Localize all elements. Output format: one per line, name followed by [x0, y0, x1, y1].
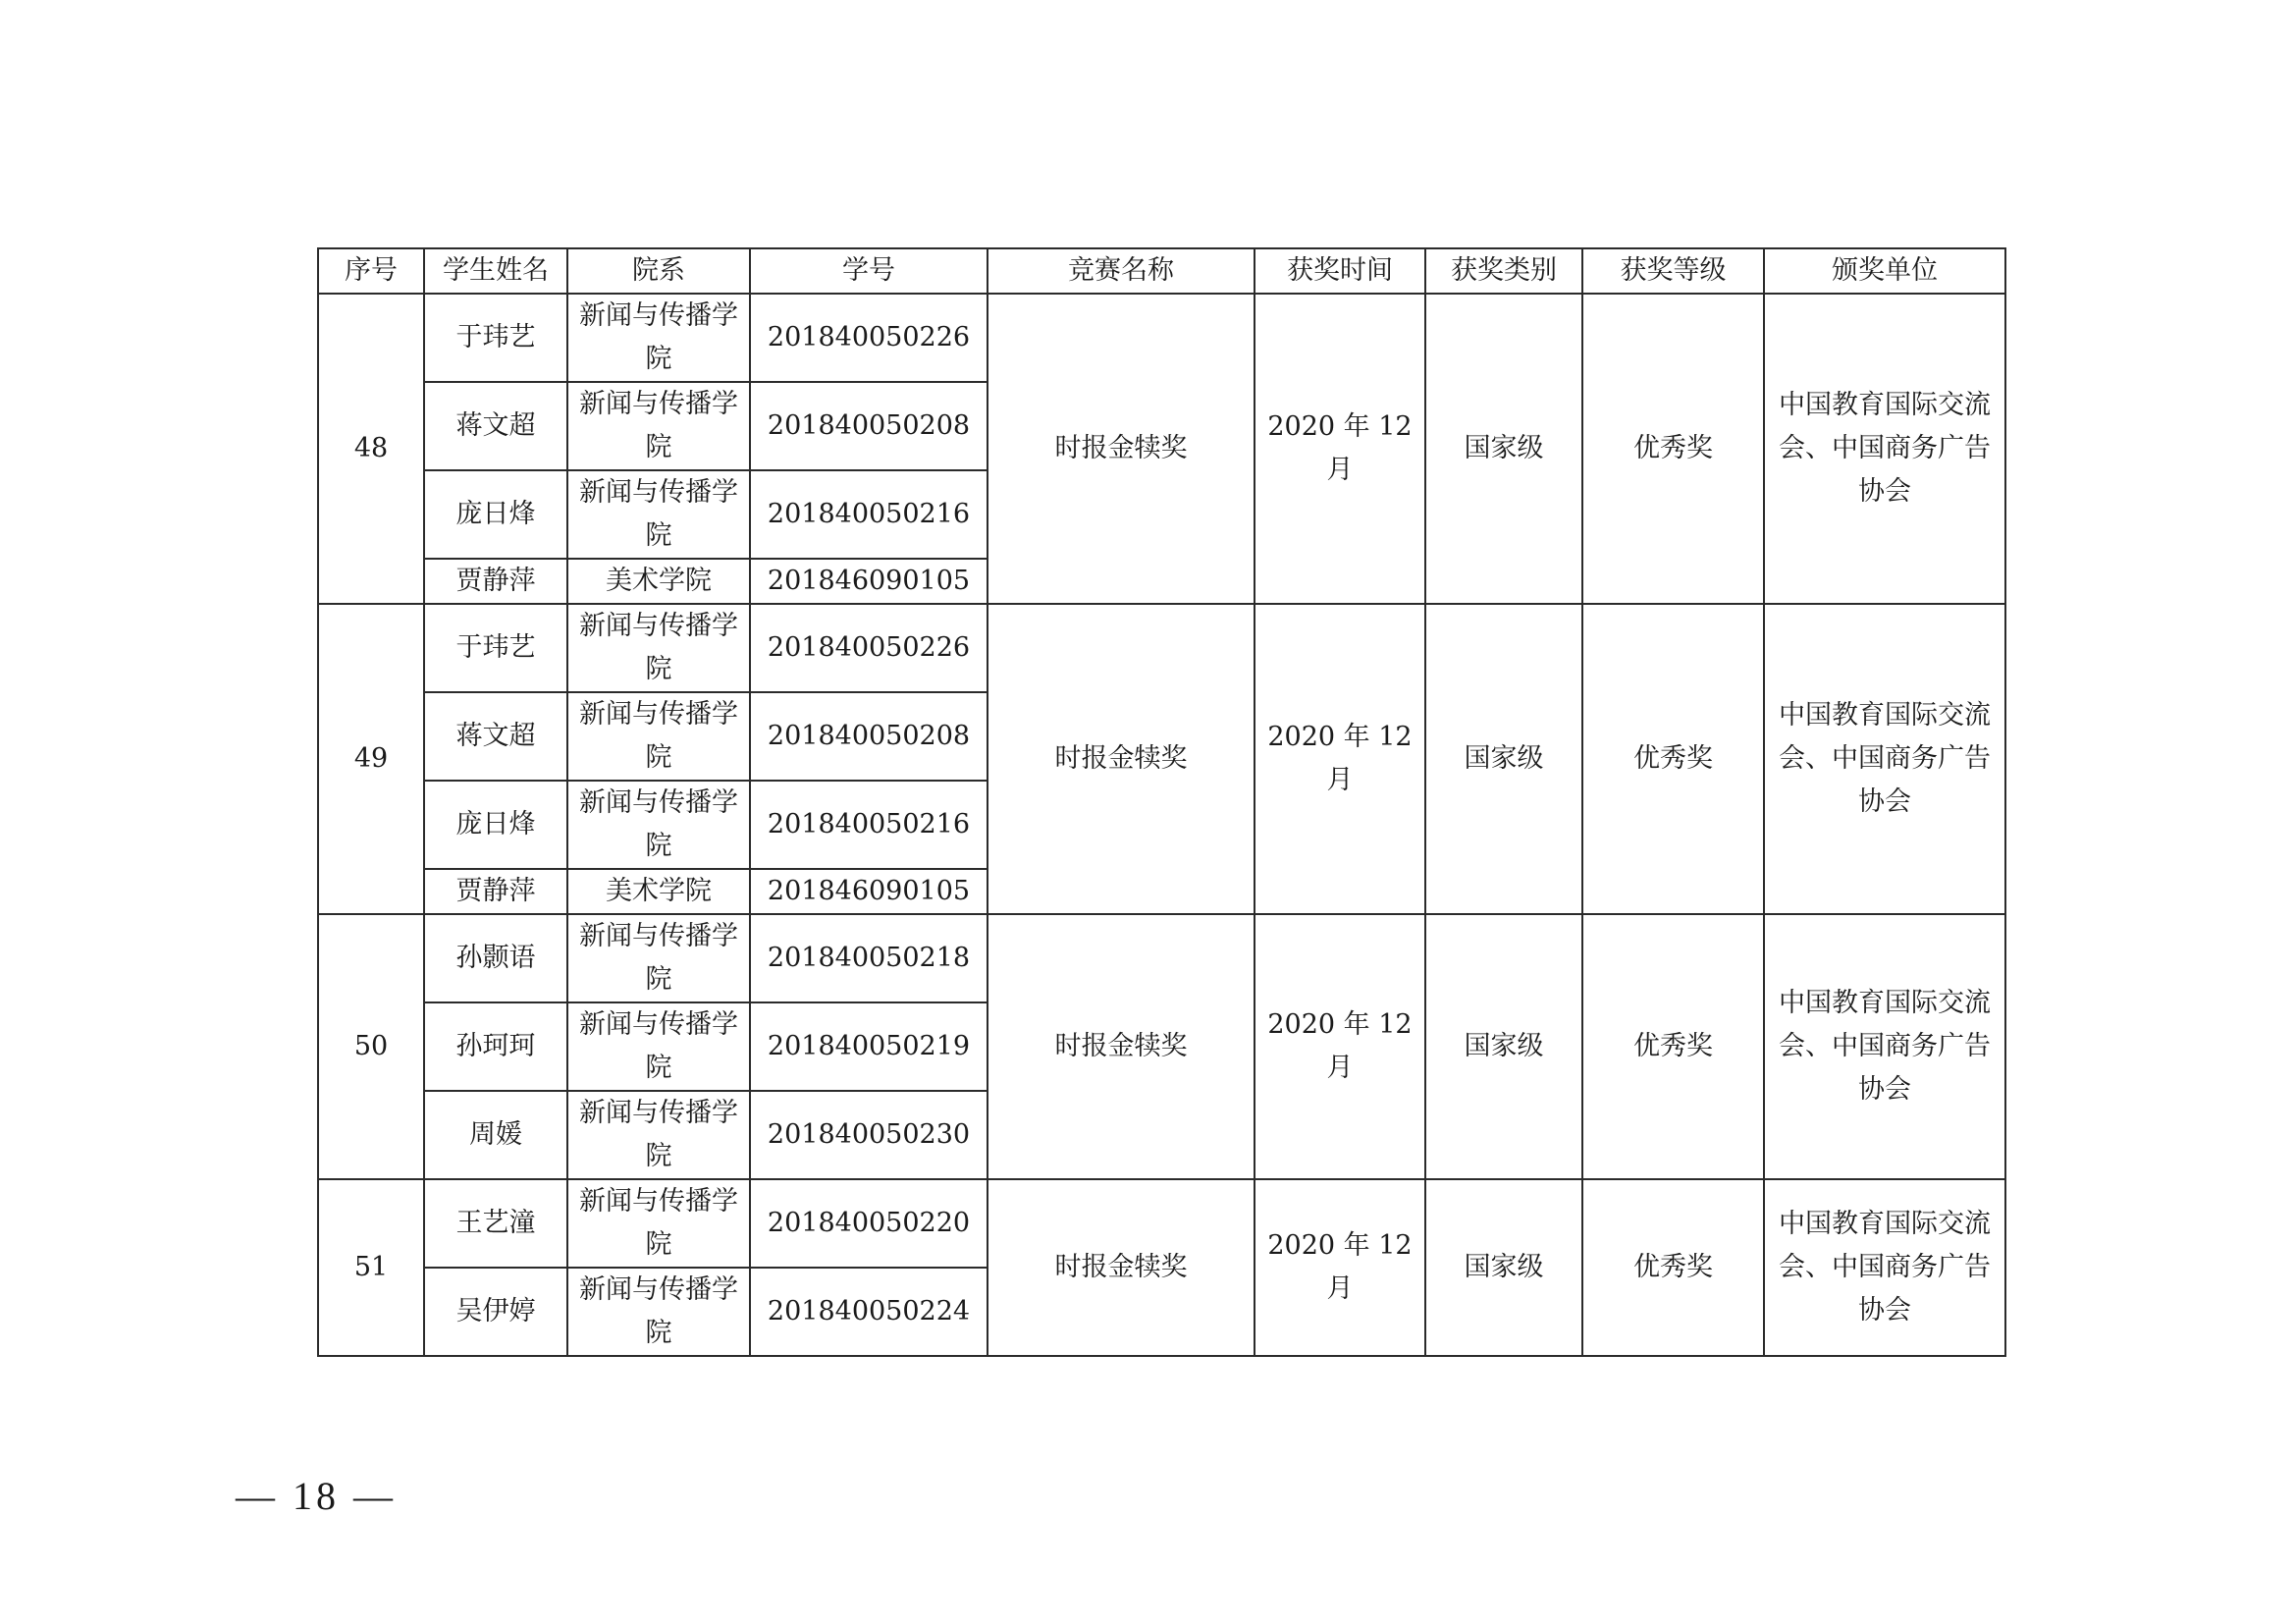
cell-award-category: 国家级	[1425, 1179, 1582, 1356]
cell-department: 美术学院	[567, 869, 750, 914]
cell-seq: 49	[318, 604, 424, 914]
cell-award-time: 2020 年 12 月	[1255, 1179, 1425, 1356]
cell-department: 新闻与传播学院	[567, 1091, 750, 1179]
cell-award-time: 2020 年 12 月	[1255, 914, 1425, 1179]
cell-competition: 时报金犊奖	[988, 1179, 1255, 1356]
table-row	[318, 604, 2005, 692]
header-department: 院系	[567, 248, 750, 294]
cell-issuer: 中国教育国际交流会、中国商务广告协会	[1764, 1179, 2005, 1356]
cell-seq: 48	[318, 294, 424, 604]
cell-student-name: 庞日烽	[424, 470, 567, 559]
cell-student-id: 201840050208	[750, 382, 988, 470]
cell-student-name: 蒋文超	[424, 692, 567, 781]
cell-student-id: 201840050216	[750, 781, 988, 869]
cell-student-name: 于玮艺	[424, 604, 567, 692]
cell-department: 新闻与传播学院	[567, 1268, 750, 1356]
cell-award-category: 国家级	[1425, 914, 1582, 1179]
cell-department: 新闻与传播学院	[567, 1179, 750, 1268]
cell-student-name: 孙珂珂	[424, 1002, 567, 1091]
cell-student-name: 贾静萍	[424, 559, 567, 604]
cell-department: 新闻与传播学院	[567, 692, 750, 781]
cell-student-id: 201840050226	[750, 604, 988, 692]
cell-student-name: 孙颢语	[424, 914, 567, 1002]
header-student-id: 学号	[750, 248, 988, 294]
cell-student-id: 201846090105	[750, 869, 988, 914]
cell-student-name: 周媛	[424, 1091, 567, 1179]
cell-student-id: 201846090105	[750, 559, 988, 604]
cell-student-name: 贾静萍	[424, 869, 567, 914]
cell-student-id: 201840050219	[750, 1002, 988, 1091]
cell-award-time: 2020 年 12 月	[1255, 294, 1425, 604]
award-table	[317, 247, 2006, 1357]
table-body	[318, 294, 2005, 1356]
cell-seq: 50	[318, 914, 424, 1179]
cell-competition: 时报金犊奖	[988, 914, 1255, 1179]
cell-competition: 时报金犊奖	[988, 604, 1255, 914]
cell-department: 新闻与传播学院	[567, 382, 750, 470]
cell-department: 新闻与传播学院	[567, 781, 750, 869]
cell-student-name: 王艺潼	[424, 1179, 567, 1268]
cell-department: 新闻与传播学院	[567, 470, 750, 559]
cell-award-level: 优秀奖	[1582, 604, 1764, 914]
cell-seq: 51	[318, 1179, 424, 1356]
cell-department: 美术学院	[567, 559, 750, 604]
cell-student-id: 201840050220	[750, 1179, 988, 1268]
cell-award-level: 优秀奖	[1582, 1179, 1764, 1356]
cell-department: 新闻与传播学院	[567, 1002, 750, 1091]
cell-department: 新闻与传播学院	[567, 604, 750, 692]
cell-student-name: 吴伊婷	[424, 1268, 567, 1356]
cell-department: 新闻与传播学院	[567, 294, 750, 382]
cell-department: 新闻与传播学院	[567, 914, 750, 1002]
cell-student-id: 201840050218	[750, 914, 988, 1002]
table-row	[318, 294, 2005, 382]
header-award-level: 获奖等级	[1582, 248, 1764, 294]
cell-competition: 时报金犊奖	[988, 294, 1255, 604]
table-header-row	[318, 248, 2005, 294]
header-seq: 序号	[318, 248, 424, 294]
cell-student-name: 庞日烽	[424, 781, 567, 869]
cell-award-category: 国家级	[1425, 604, 1582, 914]
cell-award-category: 国家级	[1425, 294, 1582, 604]
cell-award-level: 优秀奖	[1582, 914, 1764, 1179]
cell-award-level: 优秀奖	[1582, 294, 1764, 604]
page-number: — 18 —	[236, 1474, 397, 1518]
header-competition: 竞赛名称	[988, 248, 1255, 294]
cell-student-id: 201840050230	[750, 1091, 988, 1179]
header-award-time: 获奖时间	[1255, 248, 1425, 294]
table-row	[318, 914, 2005, 1002]
cell-student-name: 蒋文超	[424, 382, 567, 470]
cell-student-id: 201840050216	[750, 470, 988, 559]
table-row	[318, 1179, 2005, 1268]
header-student-name: 学生姓名	[424, 248, 567, 294]
header-issuer: 颁奖单位	[1764, 248, 2005, 294]
cell-student-id: 201840050226	[750, 294, 988, 382]
cell-issuer: 中国教育国际交流会、中国商务广告协会	[1764, 914, 2005, 1179]
cell-student-id: 201840050208	[750, 692, 988, 781]
cell-issuer: 中国教育国际交流会、中国商务广告协会	[1764, 294, 2005, 604]
header-award-category: 获奖类别	[1425, 248, 1582, 294]
cell-award-time: 2020 年 12 月	[1255, 604, 1425, 914]
cell-student-name: 于玮艺	[424, 294, 567, 382]
cell-issuer: 中国教育国际交流会、中国商务广告协会	[1764, 604, 2005, 914]
cell-student-id: 201840050224	[750, 1268, 988, 1356]
